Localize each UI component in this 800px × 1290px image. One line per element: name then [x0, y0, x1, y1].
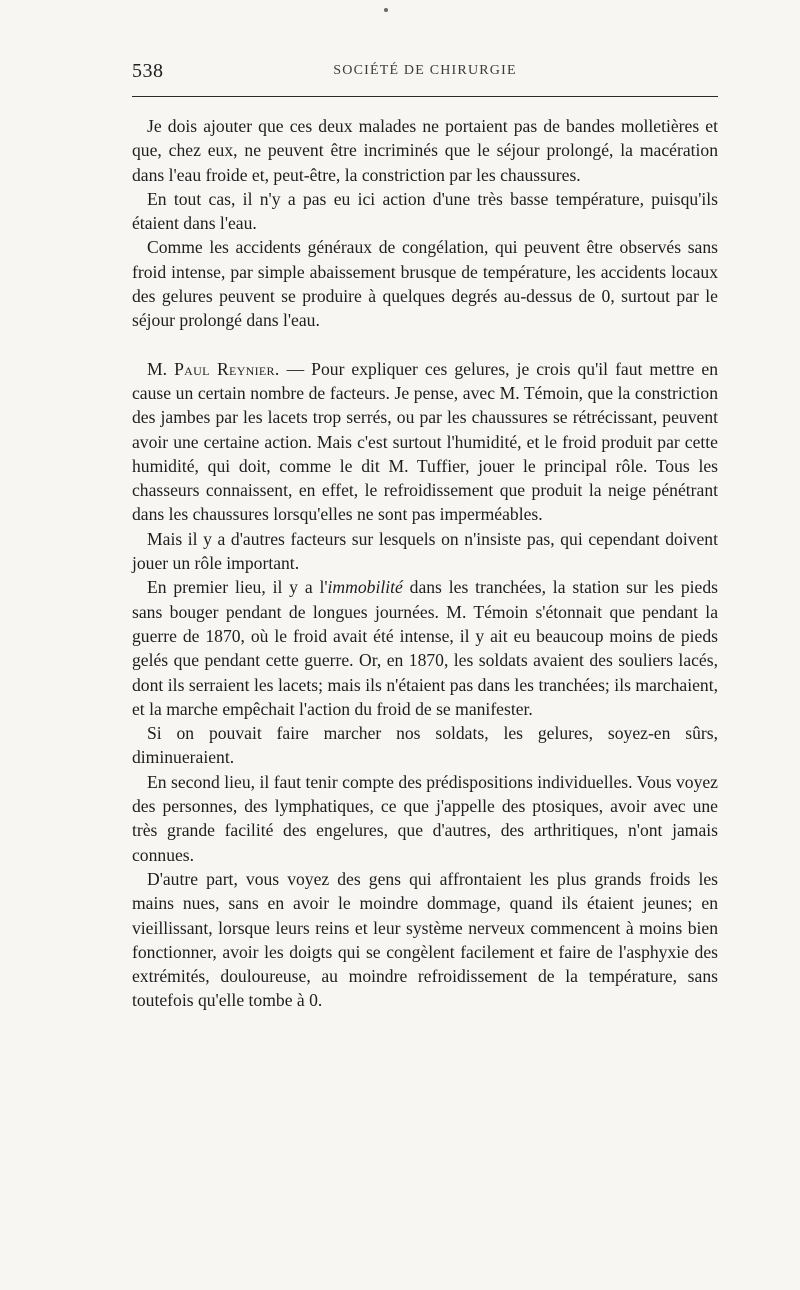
page-header — [132, 60, 718, 90]
paragraph: Mais il y a d'autres facteurs sur lesquels on n'insiste pas, qui cependant doivent jouer un rôle important. — [132, 528, 718, 574]
speaker-prefix: M. — [147, 358, 168, 379]
paragraph: En second lieu, il faut tenir compte des prédispositions individuelles. Vous voyez des personnes, des lymphatiques, ce que j'appelle des ptosiques, avoir avec une très grande facilité des engelures, que d'autres, des arthritiques, n'ont jamais connues. — [132, 771, 718, 865]
printing-dot — [384, 8, 388, 12]
paragraph — [132, 575, 718, 721]
paragraph-text-after: dans les tranchées, la station sur les pieds sans bouger pendant de longues journées. M. Témoin s'étonnait que pendant la guerre de 1870, où le froid avait été intense, il y ait eu beaucoup moins de pieds gelés que pendant cette guerre. Or, en 1870, les soldats avaient des souliers lacés, dont ils serraient les lacets; mais ils n'étaient pas dans les tranchées; ils marchaient, et la marche empêchait l'action du froid de se manifester. — [132, 577, 718, 719]
paragraph: D'autre part, vous voyez des gens qui affrontaient les plus grands froids les mains nues, sans en avoir le moindre dommage, quand ils étaient jeunes; en vieillissant, lorsque leurs reins et leur système nerveux commencent à moins bien fonctionner, avoir les doigts qui se congèlent facilement et faire de l'asphyxie des extrémités, douloureuse, au moindre refroidissement de la température, sans toutefois qu'elle tombe à 0. — [132, 868, 718, 1011]
page-number: 538 — [132, 60, 164, 82]
speaker-paragraph — [132, 357, 718, 527]
speaker-name: Paul Reynier. — [174, 358, 280, 379]
paragraph-text-before: En premier lieu, il y a l' — [147, 577, 328, 598]
paragraph: En tout cas, il n'y a pas eu ici action d'une très basse température, puisqu'ils étaient dans l'eau. — [132, 188, 718, 234]
paragraph: Si on pouvait faire marcher nos soldats, les gelures, soyez-en sûrs, diminueraient. — [132, 723, 718, 768]
emphasis-immobilite: immobilité — [327, 577, 403, 598]
header-rule — [132, 96, 718, 97]
body-text — [132, 114, 718, 1013]
paragraph: Je dois ajouter que ces deux malades ne portaient pas de bandes molletières et que, chez eux, ne peuvent être incriminés que le séjour prolongé, la macération dans l'eau froide et, peut-être, la constriction par les chaussures. — [132, 116, 718, 185]
speaker-text: — Pour expliquer ces gelures, je crois qu'il faut mettre en cause un certain nombre de facteurs. Je pense, avec M. Témoin, que la constriction des jambes par les lacets trop serrés, ou par les chaussures se rétrécissant, peuvent avoir une certaine action. Mais c'est surtout l'humidité, et le froid produit par cette humidité, qui doit, comme le dit M. Tuffier, jouer le principal rôle. Tous les chasseurs connaissent, en effet, le refroidissement que produit la neige pénétrant dans les chaussures lorsqu'elles ne sont pas imperméables. — [132, 358, 718, 525]
running-title: SOCIÉTÉ DE CHIRURGIE — [333, 63, 517, 78]
paragraph: Comme les accidents généraux de congélation, qui peuvent être observés sans froid intense, par simple abaissement brusque de température, les accidents locaux des gelures peuvent se produire à quelques degrés au-dessus de 0, surtout par le séjour prolongé dans l'eau. — [132, 237, 718, 331]
